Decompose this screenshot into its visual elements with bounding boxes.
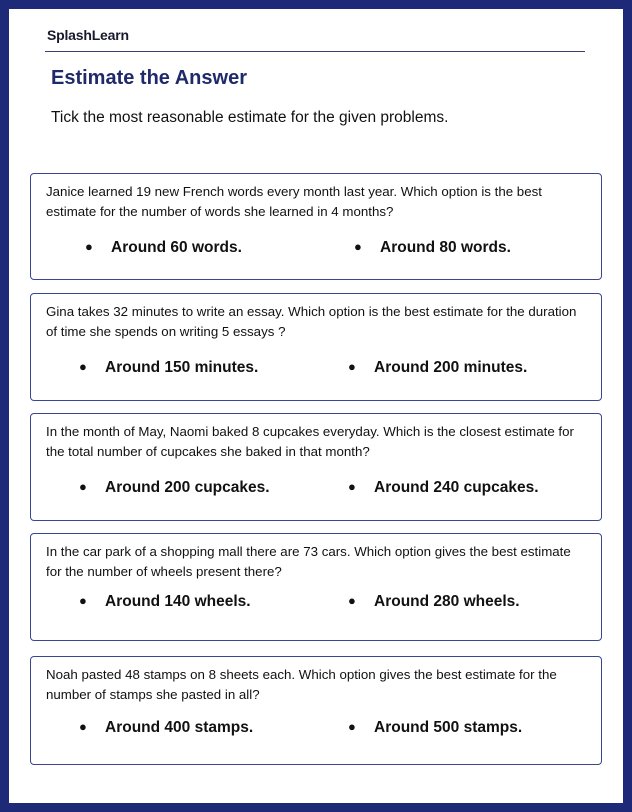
answer-option-label: Around 200 cupcakes. xyxy=(105,479,270,496)
splashlearn-logo: SplashLearn xyxy=(47,27,129,43)
answer-option-label: Around 150 minutes. xyxy=(105,359,259,376)
answer-option-label: Around 140 wheels. xyxy=(105,593,251,610)
answer-option-label: Around 80 words. xyxy=(380,239,511,256)
bullet-icon: ● xyxy=(348,719,356,734)
answer-option-label: Around 240 cupcakes. xyxy=(374,479,539,496)
bullet-icon: ● xyxy=(79,359,87,374)
question-text: Gina takes 32 minutes to write an essay. Which option is the best estimate for the duration of time she spends on writing 5 essays ? xyxy=(46,304,577,339)
question-card xyxy=(30,656,602,765)
bullet-icon: ● xyxy=(348,479,356,494)
answer-option-label: Around 400 stamps. xyxy=(105,719,254,736)
answer-option[interactable] xyxy=(348,593,520,611)
answer-option[interactable] xyxy=(348,719,522,737)
bullet-icon: ● xyxy=(348,359,356,374)
answer-option[interactable] xyxy=(79,593,251,611)
answer-option[interactable] xyxy=(348,359,527,377)
answer-option[interactable] xyxy=(85,239,242,257)
answer-option[interactable] xyxy=(348,479,539,497)
answer-option-label: Around 500 stamps. xyxy=(374,719,523,736)
answer-option-label: Around 60 words. xyxy=(111,239,242,256)
question-card xyxy=(30,173,602,280)
answer-option-label: Around 200 minutes. xyxy=(374,359,528,376)
question-card xyxy=(30,293,602,401)
bullet-icon: ● xyxy=(79,593,87,608)
answer-option[interactable] xyxy=(79,479,270,497)
header-divider xyxy=(45,51,585,52)
answer-option[interactable] xyxy=(354,239,511,257)
worksheet-title: Estimate the Answer xyxy=(51,67,247,89)
question-text: In the month of May, Naomi baked 8 cupcakes everyday. Which is the closest estimate for the total number of cupcakes she baked in that month? xyxy=(46,424,574,459)
bullet-icon: ● xyxy=(79,479,87,494)
question-card xyxy=(30,413,602,521)
question-text: Noah pasted 48 stamps on 8 sheets each. Which option gives the best estimate for the number of stamps she pasted in all? xyxy=(46,667,557,702)
bullet-icon: ● xyxy=(79,719,87,734)
bullet-icon: ● xyxy=(348,593,356,608)
bullet-icon: ● xyxy=(85,239,93,254)
answer-option[interactable] xyxy=(79,719,253,737)
worksheet-page xyxy=(9,9,623,803)
bullet-icon: ● xyxy=(354,239,362,254)
worksheet-instruction: Tick the most reasonable estimate for the given problems. xyxy=(51,109,449,126)
question-text: Janice learned 19 new French words every month last year. Which option is the best estimate for the number of words she learned in 4 months? xyxy=(46,184,542,219)
question-card xyxy=(30,533,602,641)
answer-option-label: Around 280 wheels. xyxy=(374,593,520,610)
answer-option[interactable] xyxy=(79,359,258,377)
question-text: In the car park of a shopping mall there are 73 cars. Which option gives the best estimate for the number of wheels present there? xyxy=(46,544,571,579)
